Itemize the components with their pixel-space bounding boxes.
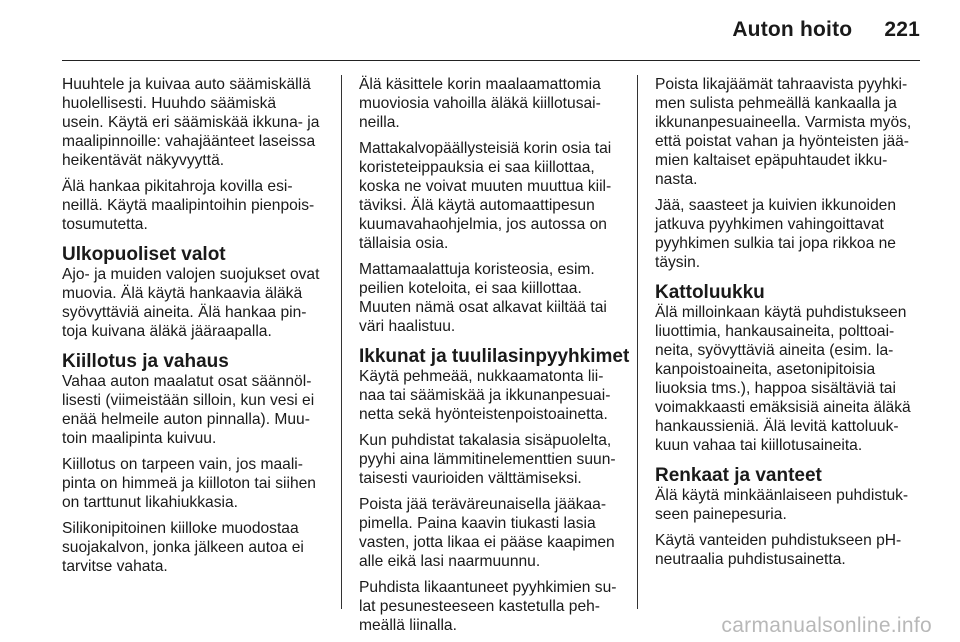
body-paragraph: Älä hankaa pikitahroja kovilla esi- neillä. Käytä maalipintoihin pienpois- tosumutetta. — [62, 178, 315, 233]
column-1 — [62, 75, 337, 583]
column-2 — [359, 75, 631, 642]
header-rule — [62, 60, 920, 61]
body-paragraph: Puhdista likaantuneet pyyhkimien su- lat pesunesteeseen kastetulla peh- meällä liinalla. — [359, 579, 617, 634]
section-heading: Renkaat ja vanteet — [655, 465, 822, 486]
body-paragraph: Vahaa auton maalatut osat säännöl- lisesti (viimeistään silloin, kun vesi ei enää helmeile auton pinnalla). Muu- toin maalipinta kuivuu. — [62, 373, 315, 447]
column-3 — [655, 75, 923, 576]
body-paragraph: Ajo- ja muiden valojen suojukset ovat muovia. Älä käytä hankaavia äläkä syövyttäviä aineita. Älä hankaa pin- toja kuivana äläkä jääraapalla. — [62, 266, 320, 340]
page-header — [732, 18, 920, 42]
body-paragraph: Käytä vanteiden puhdistukseen pH- neutraalia puhdistusainetta. — [655, 532, 902, 568]
body-paragraph: Huuhtele ja kuivaa auto säämiskällä huolellisesti. Huuhdo säämiskä usein. Käytä eri säämiskää ikkuna- ja maalipinnoille: vahajäänteet laseissa heikentävät näkyvyyttä. — [62, 76, 320, 169]
page-number: 221 — [884, 18, 920, 41]
body-paragraph: Mattakalvopäällysteisiä korin osia tai koristeteippauksia ei saa kiillottaa, koska ne voivat muuten muuttua kiil- täviksi. Älä käytä automaattipesun kuumavahaohjelmia, jos autossa on tällaisia osia. — [359, 140, 612, 252]
section-heading: Ulkopuoliset valot — [62, 244, 226, 265]
section-title: Auton hoito — [732, 18, 853, 41]
watermark-text: carmanualsonline.info — [721, 614, 932, 637]
section-heading: Kattoluukku — [655, 282, 765, 303]
body-paragraph: Käytä pehmeää, nukkaamatonta lii- naa tai säämiskää ja ikkunanpesuai- netta sekä hyönteistenpoistoainetta. — [359, 368, 611, 423]
body-paragraph: Jää, saasteet ja kuivien ikkunoiden jatkuva pyyhkimen vahingoittavat pyyhkimen sulkia tai jopa rikkoa ne täysin. — [655, 197, 896, 271]
body-paragraph: Mattamaalattuja koristeosia, esim. peilien koteloita, ei saa kiillottaa. Muuten nämä osat alkavat kiiltää tai väri haalistuu. — [359, 261, 607, 335]
body-paragraph: Älä käytä minkäänlaiseen puhdistuk- seen painepesuria. — [655, 487, 909, 523]
body-paragraph: Kun puhdistat takalasia sisäpuolelta, pyyhi aina lämmitinelementtien suun- taisesti vaurioiden välttämiseksi. — [359, 432, 616, 487]
section-heading: Ikkunat ja tuulilasinpyyhkimet — [359, 346, 630, 367]
body-paragraph: Poista likajäämät tahraavista pyyhki- men sulista pehmeällä kankaalla ja ikkunanpesuaineella. Varmista myös, että poistat vahan ja hyönteisten jää- mien kaltaiset epäpuhtaudet ikku- nasta. — [655, 76, 912, 188]
body-paragraph: Poista jää teräväreunaisella jääkaa- pimella. Paina kaavin tiukasti lasia vasten, jotta likaa ei pääse kaapimen alle eikä lasi naarmuunnu. — [359, 496, 615, 570]
body-paragraph: Silikonipitoinen kiilloke muodostaa suojakalvon, jonka jälkeen autoa ei tarvitse vahata. — [62, 520, 304, 575]
body-paragraph: Älä käsittele korin maalaamattomia muoviosia vahoilla äläkä kiillotusai- neilla. — [359, 76, 601, 131]
section-heading: Kiillotus ja vahaus — [62, 351, 229, 372]
body-paragraph: Älä milloinkaan käytä puhdistukseen liuottimia, hankausaineita, polttoai- neita, syövyttäviä aineita (esim. la- kanpoistoaineita, asetonipitoisia liuoksia tms.), happoa sisältäviä tai voimakkaasti emäksisiä aineita äläkä hankaussieniä. Älä levitä kattoluuk- kuun vahaa tai kiillotusaineita. — [655, 304, 911, 454]
body-paragraph: Kiillotus on tarpeen vain, jos maali- pinta on himmeä ja kiilloton tai siihen on tarttunut likahiukkasia. — [62, 456, 316, 511]
